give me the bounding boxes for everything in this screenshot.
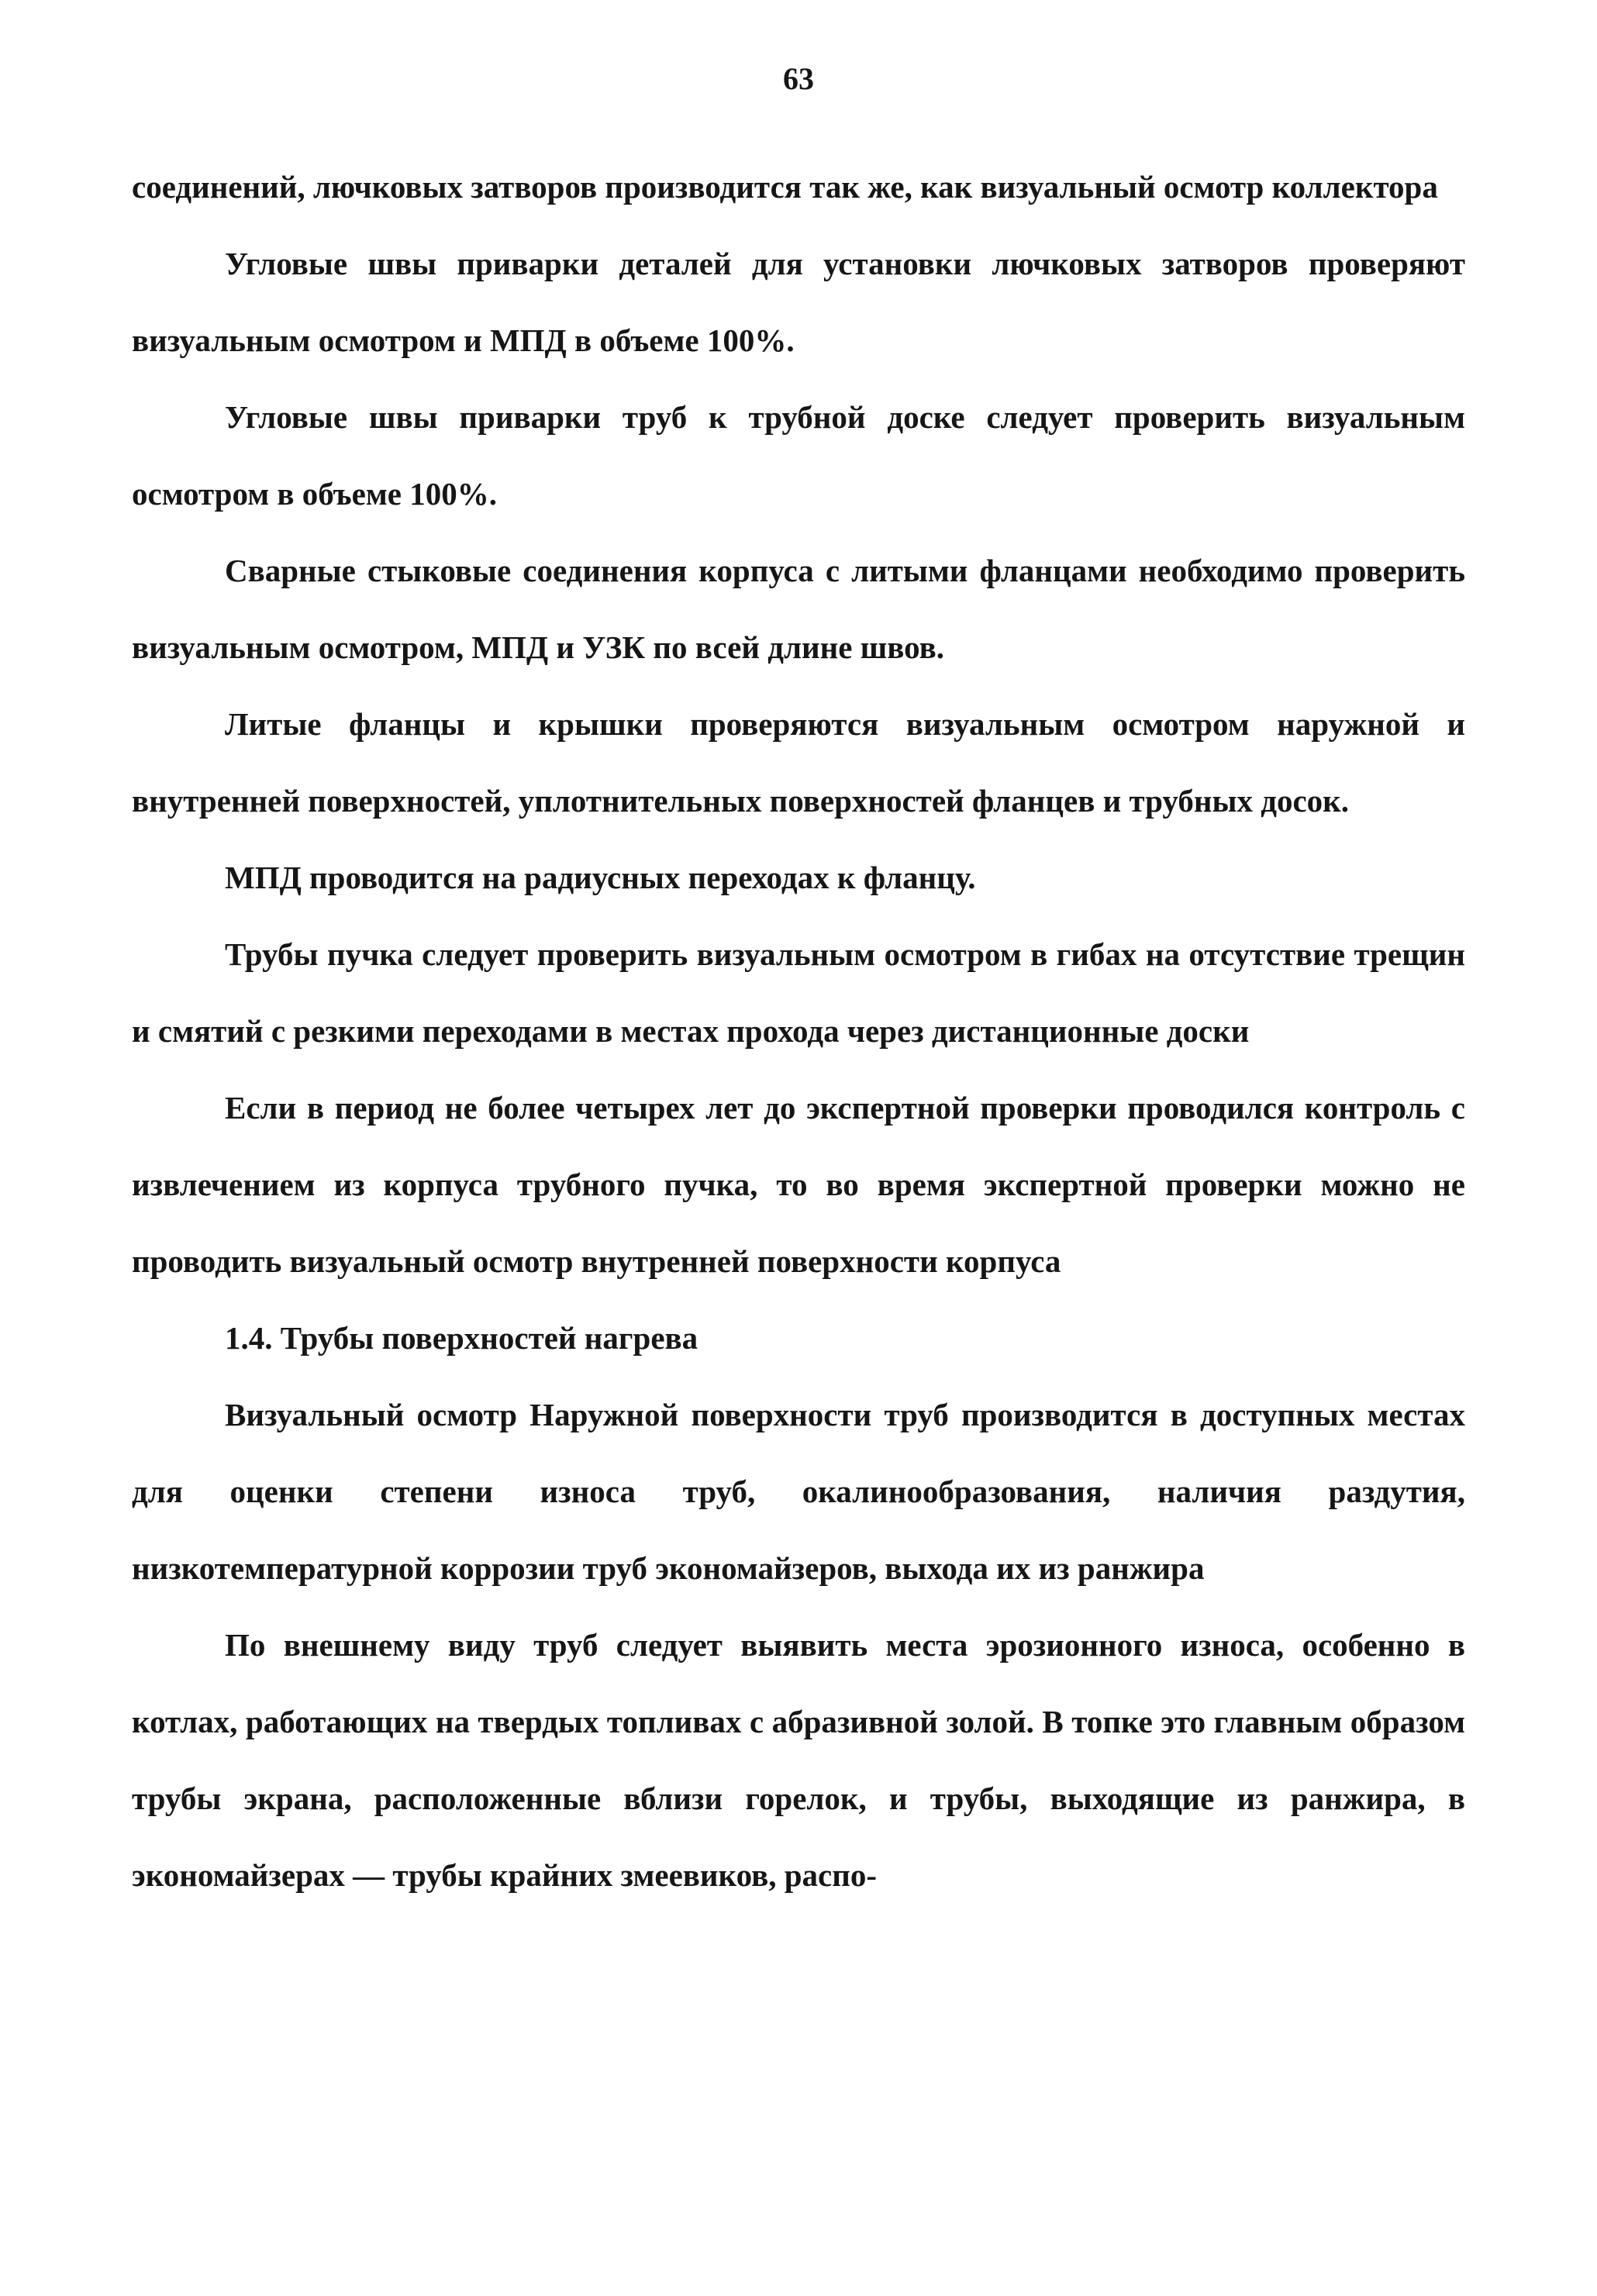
paragraph: Трубы пучка следует проверить визуальным осмотром в гибах на отсутствие трещин и смятий с резкими переходами в местах прохода через дистанционные доски	[132, 936, 1465, 1049]
paragraph: Литые фланцы и крышки проверяются визуальным осмотром наружной и внутренней поверхностей, уплотнительных поверхностей фланцев и трубных досок.	[132, 706, 1465, 819]
paragraph: МПД проводится на радиусных переходах к фланцу.	[225, 860, 976, 895]
paragraph: По внешнему виду труб следует выявить места эрозионного износа, особенно в котлах, работающих на твердых топливах с абразивной золой. В топке это главным образом трубы экрана, расположенные вблизи горелок, и трубы, выходящие из ранжира, в экономайзерах — трубы крайних змеевиков, распо-	[132, 1627, 1465, 1893]
paragraph: Если в период не более четырех лет до экспертной проверки проводился контроль с извлечением из корпуса трубного пучка, то во время экспертной проверки можно не проводить визуальный осмотр внутренней поверхности корпуса	[132, 1090, 1465, 1279]
paragraph: Визуальный осмотр Наружной поверхности труб производится в доступных местах для оценки степени износа труб, окалинообразования, наличия раздутия, низкотемпературной коррозии труб экономайзеров, выхода их из ранжира	[132, 1397, 1465, 1586]
page-number: 63	[783, 61, 814, 96]
section-heading: 1.4. Трубы поверхностей нагрева	[225, 1320, 698, 1356]
paragraph: Угловые швы приварки деталей для установки лючковых затворов проверяют визуальным осмотром и МПД в объеме 100%.	[132, 246, 1465, 358]
paragraph: соединений, лючковых затворов производится так же, как визуальный осмотр коллектора	[132, 169, 1438, 205]
paragraph: Сварные стыковые соединения корпуса с литыми фланцами необходимо проверить визуальным осмотром, МПД и УЗК по всей длине швов.	[132, 553, 1465, 665]
paragraph: Угловые швы приварки труб к трубной доске следует проверить визуальным осмотром в объеме 100%.	[132, 399, 1465, 512]
text-body	[132, 149, 1465, 1914]
